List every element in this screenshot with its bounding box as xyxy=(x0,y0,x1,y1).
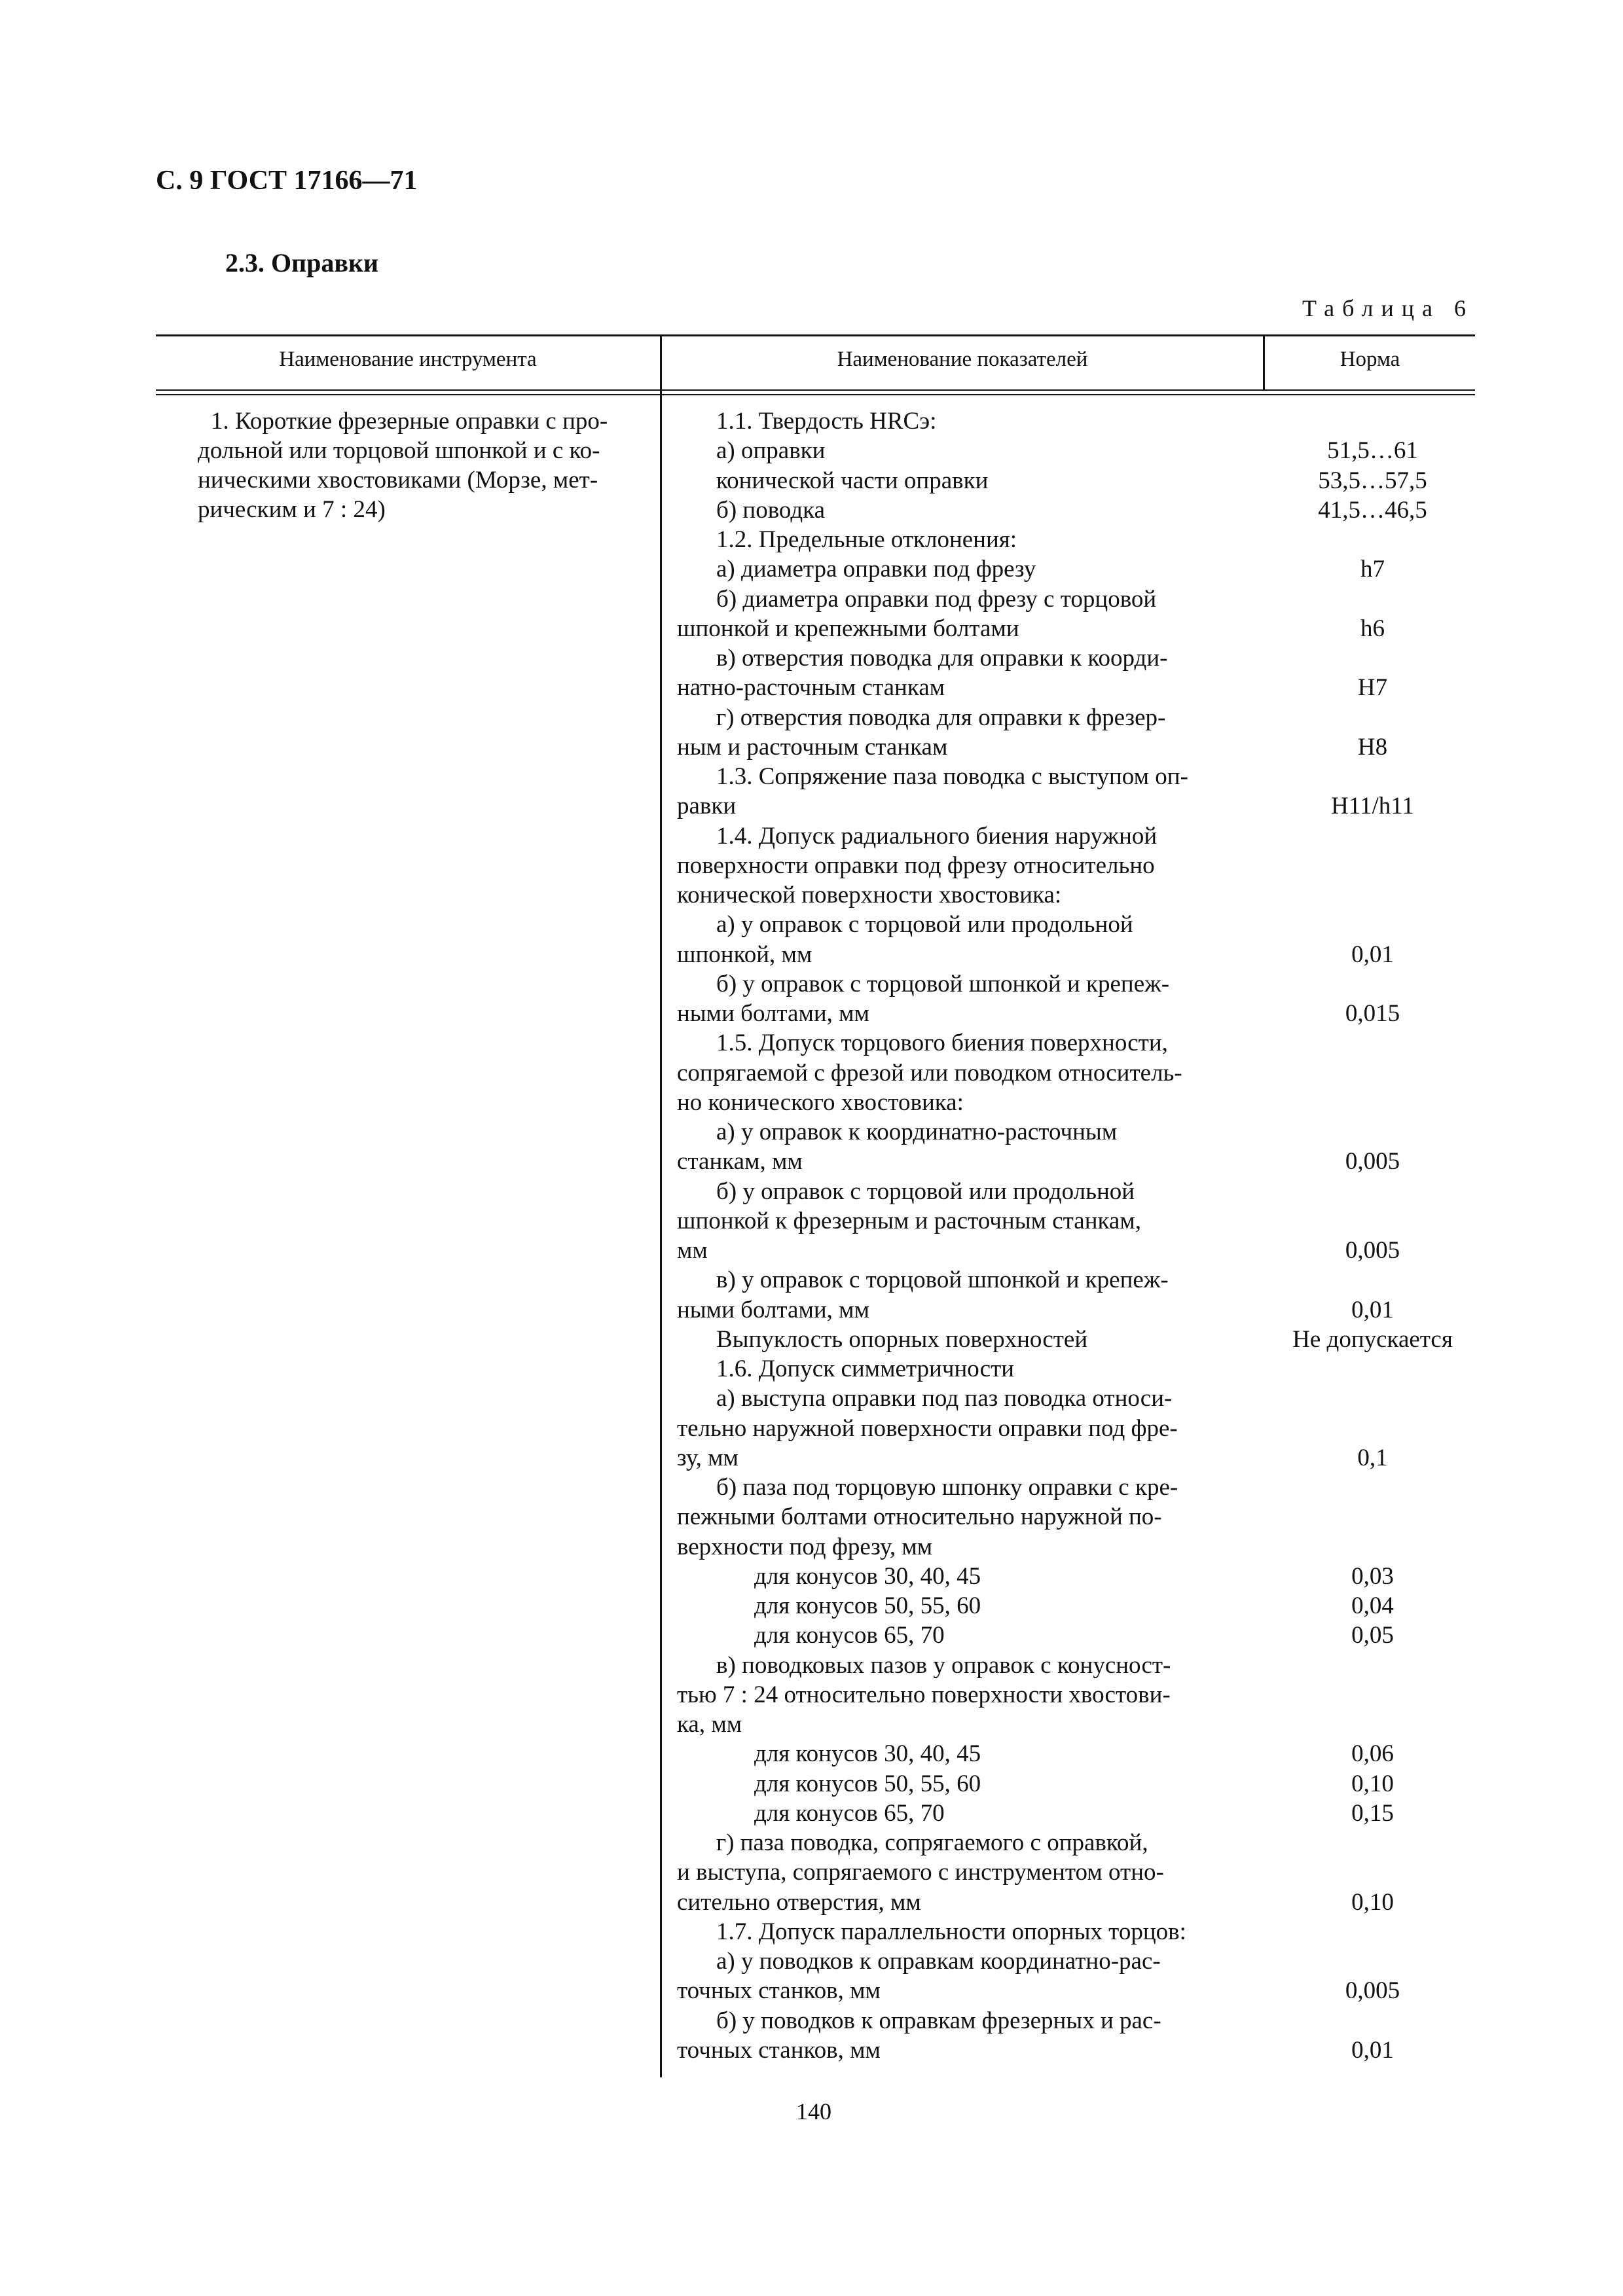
header-rule-2 xyxy=(156,394,1475,395)
table-row xyxy=(156,1414,1475,1443)
norm-value: H7 xyxy=(1357,674,1388,702)
indicator-text: тью 7 : 24 относительно поверхности хвостови- xyxy=(677,1681,1171,1708)
table-row xyxy=(156,2006,1475,2036)
indicator-text: а) у поводков к оправкам координатно-рас- xyxy=(716,1948,1161,1975)
table-row xyxy=(156,436,1475,465)
indicator-text: верхности под фрезу, мм xyxy=(677,1533,933,1560)
table-row xyxy=(156,1295,1475,1325)
norm-value: 0,10 xyxy=(1351,1770,1394,1797)
indicator-text: но конического хвостовика: xyxy=(677,1088,964,1116)
table-row xyxy=(156,1532,1475,1562)
indicator-text: тельно наружной поверхности оправки под фре- xyxy=(677,1414,1178,1442)
table-row xyxy=(156,1591,1475,1621)
indicator-text: б) диаметра оправки под фрезу с торцовой xyxy=(716,585,1157,613)
indicator-text: шпонкой к фрезерным и расточным станкам, xyxy=(677,1207,1141,1234)
norm-value: Не допускается xyxy=(1292,1325,1453,1353)
table-row xyxy=(156,643,1475,673)
indicator-text: зу, мм xyxy=(677,1444,739,1471)
table-row xyxy=(156,466,1475,495)
indicator-text: точных станков, мм xyxy=(677,1977,881,2005)
indicator-text: 1.7. Допуск параллельности опорных торцов: xyxy=(716,1918,1186,1945)
table-row xyxy=(156,732,1475,762)
table-row xyxy=(156,851,1475,880)
indicator-text: конической части оправки xyxy=(716,467,989,494)
indicator-text: пежными болтами относительно наружной по- xyxy=(677,1503,1162,1531)
table-row xyxy=(156,1680,1475,1710)
indicator-text: натно-расточным станкам xyxy=(677,674,945,702)
table-row xyxy=(156,703,1475,732)
table-row xyxy=(156,1147,1475,1176)
norm-value: 51,5…61 xyxy=(1327,437,1418,465)
indicator-text: в) отверстия поводка для оправки к коорди- xyxy=(716,645,1168,672)
table-row xyxy=(156,1236,1475,1265)
norm-value: 0,01 xyxy=(1351,1296,1394,1323)
table-row xyxy=(156,1739,1475,1768)
table-top-rule xyxy=(156,334,1475,336)
table-row xyxy=(156,1562,1475,1591)
indicator-text: 1.6. Допуск симметричности xyxy=(716,1355,1015,1382)
norm-value: 53,5…57,5 xyxy=(1318,467,1427,494)
norm-value: 0,005 xyxy=(1345,1148,1400,1175)
table-row xyxy=(156,584,1475,614)
indicator-text: сительно отверстия, мм xyxy=(677,1888,921,1916)
norm-value: 0,01 xyxy=(1351,941,1394,968)
table-row xyxy=(156,614,1475,643)
table-row xyxy=(156,1265,1475,1295)
table-row xyxy=(156,1976,1475,2005)
indicator-text: 1.1. Твердость HRCэ: xyxy=(716,408,937,435)
table-row xyxy=(156,1621,1475,1650)
indicator-text: 1.5. Допуск торцового биения поверхности, xyxy=(716,1030,1168,1057)
indicator-text: б) у поводков к оправкам фрезерных и рас- xyxy=(716,2007,1161,2034)
section-title: 2.3. Оправки xyxy=(225,248,379,278)
table-row xyxy=(156,999,1475,1028)
indicator-text: г) паза поводка, сопрягаемого с оправкой, xyxy=(716,1829,1148,1856)
indicator-text: в) поводковых пазов у оправок с конусност- xyxy=(716,1651,1171,1679)
table-row xyxy=(156,1502,1475,1532)
indicator-text: а) оправки xyxy=(716,437,826,465)
indicator-text: 1.3. Сопряжение паза поводка с выступом оп- xyxy=(716,763,1188,790)
indicator-text: а) выступа оправки под паз поводка относи- xyxy=(716,1385,1173,1412)
table-row xyxy=(156,1088,1475,1117)
indicator-text: 1.2. Предельные отклонения: xyxy=(716,526,1017,553)
norm-value: 0,005 xyxy=(1345,1237,1400,1264)
norm-value: 0,03 xyxy=(1351,1562,1394,1590)
norm-value: 0,005 xyxy=(1345,1977,1400,2005)
indicator-text: 1.4. Допуск радиального биения наружной xyxy=(716,822,1158,850)
column-header-indicator: Наименование показателей xyxy=(837,348,1088,371)
table-row xyxy=(156,880,1475,910)
norm-value: 0,15 xyxy=(1351,1799,1394,1827)
indicator-text: б) у оправок с торцовой шпонкой и крепеж- xyxy=(716,970,1170,997)
table-row xyxy=(156,791,1475,821)
norm-value: h6 xyxy=(1360,615,1385,642)
indicator-text: б) паза под торцовую шпонку оправки с кре- xyxy=(716,1474,1178,1501)
table-row xyxy=(156,1384,1475,1413)
table-row xyxy=(156,1473,1475,1502)
indicator-text: станкам, мм xyxy=(677,1148,803,1175)
table-row xyxy=(156,1888,1475,1917)
indicator-text: для конусов 65, 70 xyxy=(754,1622,945,1649)
header-rule-1 xyxy=(156,389,1475,391)
parameters-table xyxy=(156,334,1475,2077)
indicator-text: ными болтами, мм xyxy=(677,1296,870,1323)
norm-value: 0,10 xyxy=(1351,1888,1394,1916)
page-number: 140 xyxy=(796,2098,831,2125)
indicator-text: для конусов 65, 70 xyxy=(754,1799,945,1827)
indicator-text: мм xyxy=(677,1237,708,1264)
tool-name-line: дольной или торцовой шпонкой и с ко- xyxy=(198,437,600,464)
norm-value: 0,01 xyxy=(1351,2036,1394,2064)
table-row xyxy=(156,1443,1475,1473)
indicator-text: а) у оправок к координатно-расточным xyxy=(716,1119,1118,1145)
table-row xyxy=(156,1917,1475,1946)
table-row xyxy=(156,910,1475,939)
indicator-text: для конусов 50, 55, 60 xyxy=(754,1770,981,1797)
norm-value: 0,05 xyxy=(1351,1622,1394,1649)
table-row xyxy=(156,940,1475,969)
column-header-norm: Норма xyxy=(1340,348,1400,371)
indicator-text: для конусов 30, 40, 45 xyxy=(754,1562,981,1590)
norm-value: 0,04 xyxy=(1351,1592,1394,1619)
table-row xyxy=(156,554,1475,584)
tool-name-line: 1. Короткие фрезерные оправки с про- xyxy=(211,408,608,435)
indicator-text: поверхности оправки под фрезу относительно xyxy=(677,852,1155,879)
indicator-text: для конусов 30, 40, 45 xyxy=(754,1740,981,1768)
indicator-text: в) у оправок с торцовой шпонкой и крепеж- xyxy=(716,1266,1169,1294)
table-row xyxy=(156,1058,1475,1088)
indicator-text: конической поверхности хвостовика: xyxy=(677,882,1062,908)
table-row xyxy=(156,1710,1475,1739)
indicator-text: и выступа, сопрягаемого с инструментом отно- xyxy=(677,1859,1164,1886)
table-row xyxy=(156,762,1475,791)
indicator-text: г) отверстия поводка для оправки к фрезер- xyxy=(716,704,1166,731)
norm-value: H8 xyxy=(1357,733,1388,761)
norm-value: h7 xyxy=(1360,556,1385,583)
norm-value: 0,015 xyxy=(1345,1000,1400,1027)
table-row xyxy=(156,1028,1475,1058)
indicator-text: для конусов 50, 55, 60 xyxy=(754,1592,981,1619)
table-row xyxy=(156,1206,1475,1236)
table-row xyxy=(156,495,1475,525)
norm-value: 0,1 xyxy=(1357,1444,1388,1471)
table-caption: Таблица 6 xyxy=(1302,295,1474,321)
table-row xyxy=(156,1325,1475,1354)
indicator-text: равки xyxy=(677,793,737,820)
table-row xyxy=(156,821,1475,851)
table-row xyxy=(156,1117,1475,1147)
indicator-text: ным и расточным станкам xyxy=(677,733,948,761)
indicator-text: б) у оправок с торцовой или продольной xyxy=(716,1177,1135,1205)
indicator-text: шпонкой и крепежными болтами xyxy=(677,615,1019,642)
indicator-rows xyxy=(156,406,1475,2065)
indicator-text: а) диаметра оправки под фрезу xyxy=(716,556,1036,583)
indicator-text: ными болтами, мм xyxy=(677,1000,870,1027)
table-row xyxy=(156,1828,1475,1857)
table-row xyxy=(156,1946,1475,1976)
norm-value: 41,5…46,5 xyxy=(1318,496,1427,524)
indicator-text: Выпуклость опорных поверхностей xyxy=(716,1325,1088,1353)
norm-value: H11/h11 xyxy=(1331,793,1414,820)
indicator-text: б) поводка xyxy=(716,496,826,524)
tool-name-line: ническими хвостовиками (Морзе, мет- xyxy=(198,467,598,493)
table-row xyxy=(156,1857,1475,1887)
table-row xyxy=(156,1799,1475,1828)
indicator-text: шпонкой, мм xyxy=(677,941,812,968)
norm-value: 0,06 xyxy=(1351,1740,1394,1768)
table-row xyxy=(156,969,1475,999)
column-header-tool: Наименование инструмента xyxy=(279,348,537,371)
indicator-text: ка, мм xyxy=(677,1711,742,1738)
tool-name-line: рическим и 7 : 24) xyxy=(198,496,386,523)
table-row xyxy=(156,406,1475,436)
table-row xyxy=(156,1651,1475,1680)
indicator-text: а) у оправок с торцовой или продольной xyxy=(716,911,1133,939)
page-header: С. 9 ГОСТ 17166—71 xyxy=(156,166,418,196)
table-row xyxy=(156,525,1475,554)
table-row xyxy=(156,1769,1475,1799)
table-row xyxy=(156,1354,1475,1384)
indicator-text: сопрягаемой с фрезой или поводком относитель- xyxy=(677,1059,1182,1086)
indicator-text: точных станков, мм xyxy=(677,2036,881,2064)
table-row xyxy=(156,2036,1475,2065)
table-row xyxy=(156,1177,1475,1206)
table-row xyxy=(156,673,1475,702)
